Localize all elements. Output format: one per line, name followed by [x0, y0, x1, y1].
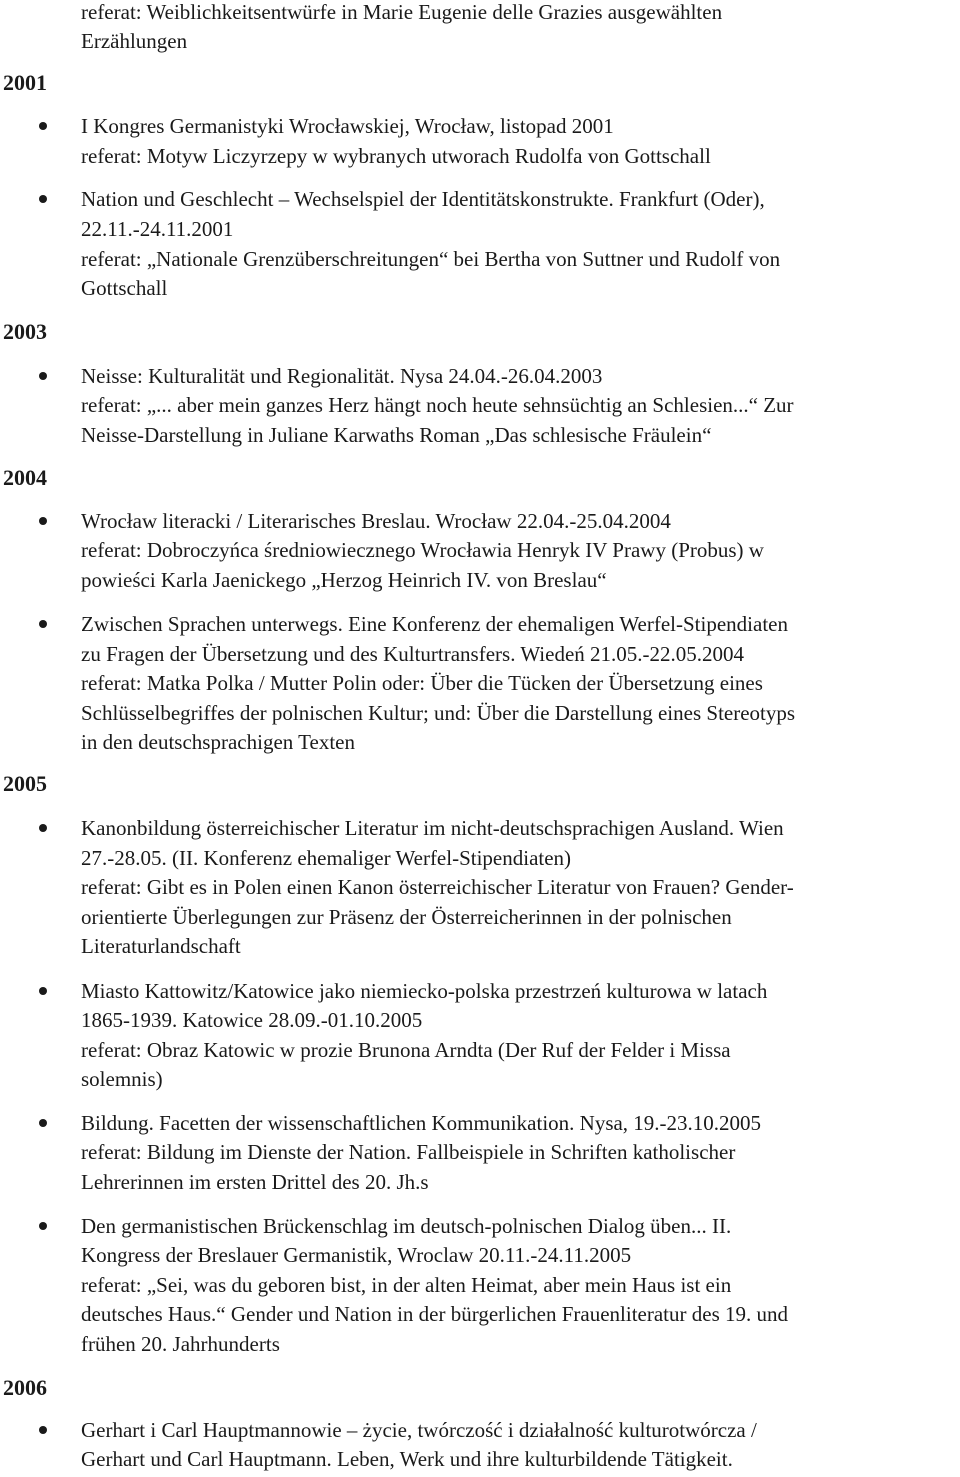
entry-text-line: Erzählungen [81, 29, 188, 53]
entry-text-line: Kanonbildung österreichischer Literatur im nicht-deutschsprachigen Ausland. Wien [81, 816, 784, 840]
entry-text-line: 27.-28.05. (II. Konferenz ehemaliger Werfel-Stipendiaten) [81, 846, 572, 870]
entry-text-line: Gottschall [81, 276, 168, 300]
entry-text-line: Literaturlandschaft [81, 934, 241, 958]
entry-text-line: referat: Weiblichkeitsentwürfe in Marie Eugenie delle Grazies ausgewählten [81, 0, 723, 24]
entry-text-line: Kongress der Breslauer Germanistik, Wroclaw 20.11.-24.11.2005 [81, 1243, 632, 1267]
entry-text-line: Miasto Kattowitz/Katowice jako niemiecko-polska przestrzeń kulturowa w latach [81, 979, 768, 1003]
entry-text-line: I Kongres Germanistyki Wrocławskiej, Wrocław, listopad 2001 [81, 114, 614, 138]
entry-text-line: powieści Karla Jaenickego „Herzog Heinrich IV. von Breslau“ [81, 568, 607, 592]
entry-text-line: Gerhart i Carl Hauptmannowie – życie, twórczość i działalność kulturotwórcza / [81, 1418, 757, 1442]
entry-text-line: Nation und Geschlecht – Wechselspiel der Identitätskonstrukte. Frankfurt (Oder), [81, 187, 765, 211]
entry-text-line: referat: „Nationale Grenzüberschreitungen“ bei Bertha von Suttner und Rudolf von [81, 247, 781, 271]
entry-text-line: Zwischen Sprachen unterwegs. Eine Konferenz der ehemaligen Werfel-Stipendiaten [81, 612, 788, 636]
bullet-icon [39, 517, 47, 525]
entry-text-line: frühen 20. Jahrhunderts [81, 1332, 280, 1356]
entry-text-line: Den germanistischen Brückenschlag im deutsch-polnischen Dialog üben... II. [81, 1214, 732, 1238]
entry-text-line: 22.11.-24.11.2001 [81, 217, 234, 241]
entry-text-line: Lehrerinnen im ersten Drittel des 20. Jh.s [81, 1170, 429, 1194]
entry-text-line: referat: „Sei, was du geboren bist, in der alten Heimat, aber mein Haus ist ein [81, 1273, 732, 1297]
entry-text-line: referat: Gibt es in Polen einen Kanon österreichischer Literatur von Frauen? Gender- [81, 875, 794, 899]
bullet-icon [39, 1426, 47, 1434]
entry-text-line: zu Fragen der Übersetzung und des Kulturtransfers. Wiedeń 21.05.-22.05.2004 [81, 642, 745, 666]
entry-text-line: referat: „... aber mein ganzes Herz hängt noch heute sehnsüchtig an Schlesien...“ Zur [81, 393, 794, 417]
year-heading-2003: 2003 [3, 319, 47, 344]
entry-text-line: Bildung. Facetten der wissenschaftlichen Kommunikation. Nysa, 19.-23.10.2005 [81, 1111, 762, 1135]
entry-text-line: 1865-1939. Katowice 28.09.-01.10.2005 [81, 1008, 423, 1032]
bullet-icon [39, 1222, 47, 1230]
year-heading-2006: 2006 [3, 1375, 47, 1400]
entry-text-line: Neisse-Darstellung in Juliane Karwaths Roman „Das schlesische Fräulein“ [81, 423, 712, 447]
bullet-icon [39, 1119, 47, 1127]
entry-text-line: Schlüsselbegriffes der polnischen Kultur; und: Über die Darstellung eines Stereotyps [81, 701, 796, 725]
bullet-icon [39, 824, 47, 832]
entry-text-line: solemnis) [81, 1067, 163, 1091]
entry-text-line: deutsches Haus.“ Gender und Nation in der bürgerlichen Frauenliteratur des 19. und [81, 1302, 788, 1326]
year-heading-2004: 2004 [3, 465, 47, 490]
bullet-icon [39, 195, 47, 203]
bullet-icon [39, 620, 47, 628]
year-heading-2001: 2001 [3, 70, 47, 95]
bullet-icon [39, 122, 47, 130]
entry-text-line: Gerhart und Carl Hauptmann. Leben, Werk und ihre kulturbildende Tätigkeit. [81, 1447, 733, 1471]
entry-text-line: referat: Motyw Liczyrzepy w wybranych utworach Rudolfa von Gottschall [81, 144, 711, 168]
entry-text-line: referat: Bildung im Dienste der Nation. Fallbeispiele in Schriften katholischer [81, 1140, 736, 1164]
entry-text-line: referat: Matka Polka / Mutter Polin oder: Über die Tücken der Übersetzung eines [81, 671, 763, 695]
bullet-icon [39, 987, 47, 995]
entry-text-line: orientierte Überlegungen zur Präsenz der Österreicherinnen in der polnischen [81, 905, 732, 929]
entry-text-line: referat: Obraz Katowic w prozie Brunona Arndta (Der Ruf der Felder i Missa [81, 1038, 731, 1062]
entry-text-line: in den deutschsprachigen Texten [81, 730, 355, 754]
entry-text-line: Wrocław literacki / Literarisches Breslau. Wrocław 22.04.-25.04.2004 [81, 509, 671, 533]
year-heading-2005: 2005 [3, 771, 47, 796]
entry-text-line: Neisse: Kulturalität und Regionalität. Nysa 24.04.-26.04.2003 [81, 364, 603, 388]
entry-text-line: referat: Dobroczyńca średniowiecznego Wrocławia Henryk IV Prawy (Probus) w [81, 538, 764, 562]
bullet-icon [39, 372, 47, 380]
